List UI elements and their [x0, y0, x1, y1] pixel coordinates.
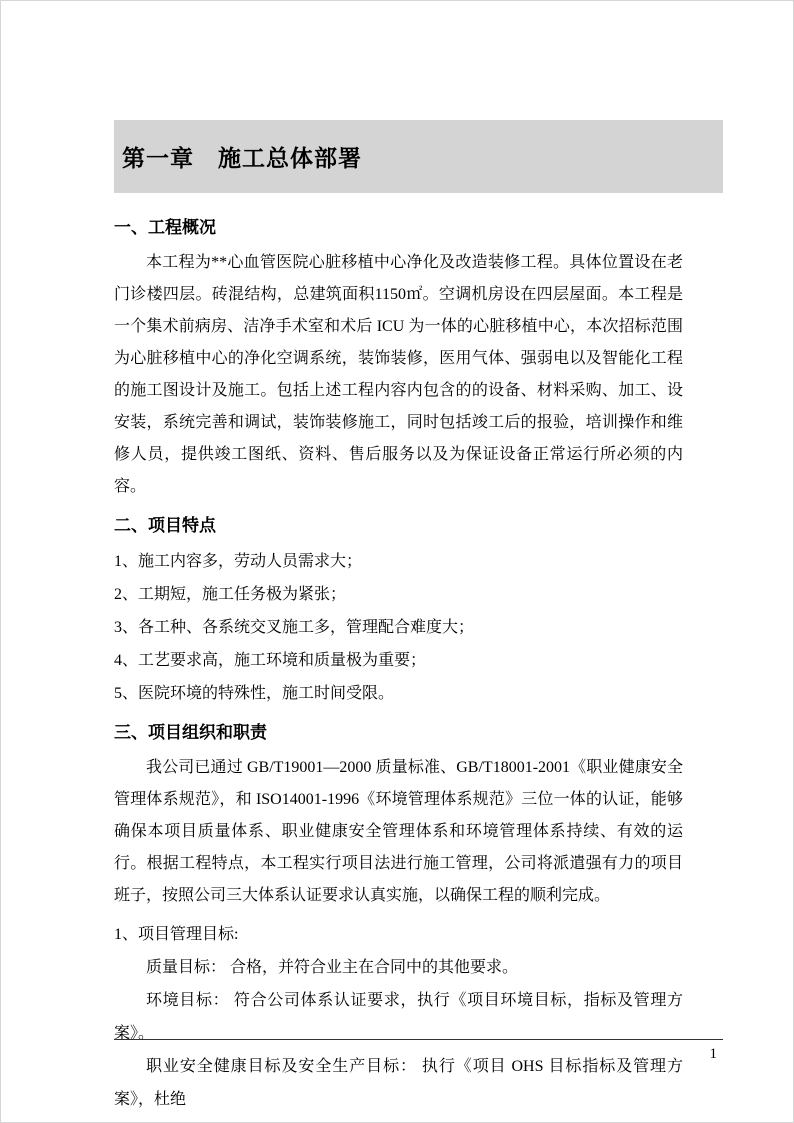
management-goals-subheading: 1、项目管理目标:: [114, 926, 239, 943]
section-heading-project-features: 二、项目特点: [114, 516, 216, 535]
page-number: 1: [709, 1046, 717, 1062]
quality-goal-line: 质量目标： 合格，并符合业主在合同中的其他要求。: [146, 959, 519, 976]
chapter-title: 第一章 施工总体部署: [122, 145, 362, 171]
organization-paragraph: 我公司已通过 GB/T19001—2000 质量标准、GB/T18001-2001《职业健康安全管理体系规范》，和 ISO14001-1996《环境管理体系规范》三位一体的认证，能够确保本项目质量体系、职业健康安全管理体系和环境管理体系持续、有效的运行。根据工程特点，本工程实行项目法进行施工管理，公司将派遣强有力的项目班子，按照公司三大体系认证要求认真实施，以确保工程的顺利完成。: [114, 759, 683, 904]
feature-item-1: 1、施工内容多，劳动人员需求大；: [114, 553, 363, 570]
section-heading-organization-responsibility: 三、项目组织和职责: [114, 723, 267, 742]
feature-item-2: 2、工期短，施工任务极为紧张；: [114, 586, 347, 603]
section-heading-project-overview: 一、工程概况: [114, 218, 216, 237]
project-overview-paragraph: 本工程为**心血管医院心脏移植中心净化及改造装修工程。具体位置设在老门诊楼四层。砖混结构，总建筑面积1150㎡。空调机房设在四层屋面。本工程是一个集术前病房、洁净手术室和术后 ICU 为一体的心脏移植中心，本次招标范围为心脏移植中心的净化空调系统，装饰装修，医用气体、强弱电以及智能化工程的施工图设计及施工。包括上述工程内容内包含的的设备、材料采购、加工、设安装，系统完善和调试，装饰装修施工，同时包括竣工后的报验，培训操作和维修人员，提供竣工图纸、资料、售后服务以及为保证设备正常运行所必须的内容。: [114, 254, 683, 495]
document-body: [114, 193, 683, 1116]
feature-item-3: 3、各工种、各系统交叉施工多，管理配合难度大；: [114, 619, 475, 636]
environment-goal-line: 环境目标： 符合公司体系认证要求，执行《项目环境目标，指标及管理方案》。: [114, 992, 683, 1042]
feature-item-5: 5、医院环境的特殊性，施工时间受限。: [114, 685, 395, 702]
feature-item-4: 4、工艺要求高，施工环境和质量极为重要；: [114, 652, 427, 669]
ohs-goal-line: 职业安全健康目标及安全生产目标： 执行《项目 OHS 目标指标及管理方案》，杜绝: [114, 1058, 683, 1108]
page-footer: [114, 1039, 723, 1063]
chapter-title-bar: [114, 120, 723, 193]
